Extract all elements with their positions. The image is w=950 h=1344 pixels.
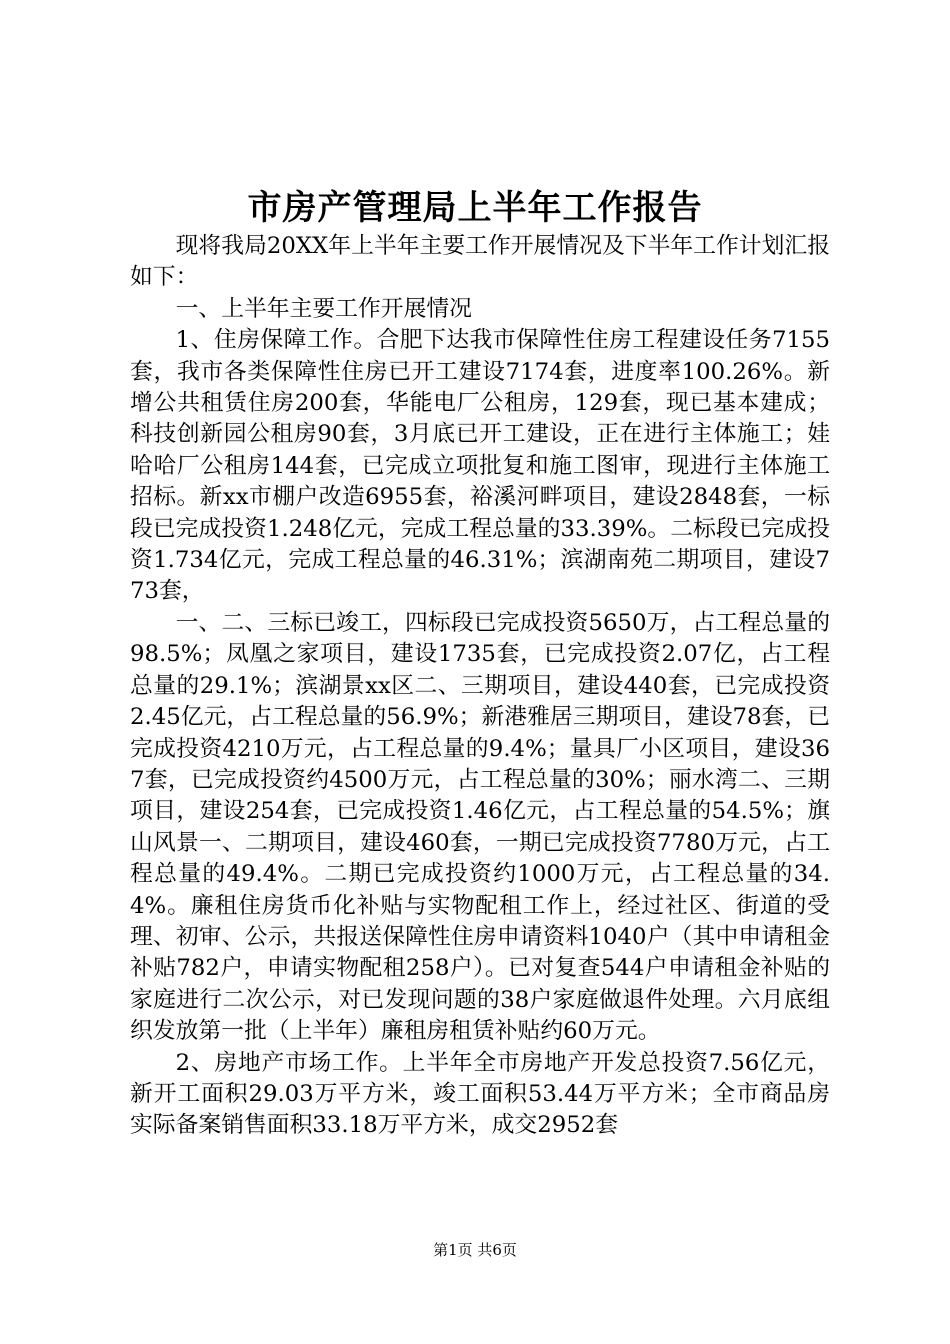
real-estate-market-paragraph: 2、房地产市场工作。上半年全市房地产开发总投资7.56亿元，新开工面积29.03万平方米，竣工面积53.44万平方米；全市商品房实际备案销售面积33.18万平方米，成交2952套 (130, 1049, 830, 1139)
housing-projects-paragraph: 一、二、三标已竣工，四标段已完成投资5650万，占工程总量的98.5%；凤凰之家项目，建设1735套，已完成投资2.07亿，占工程总量的29.1%；滨湖景xx区二、三期项目，建设440套，已完成投资2.45亿元，占工程总量的56.9%；新港雅居三期项目，建设78套，已完成投资4210万元，占工程总量的9.4%；量具厂小区项目，建设367套，已完成投资约4500万元，占工程总量的30%；丽水湾二、三期项目，建设254套，已完成投资1.46亿元，占工程总量的54.5%；旗山风景一、二期项目，建设460套，一期已完成投资7780万元，占工程总量的49.4%。二期已完成投资约1000万元，占工程总量的34.4%。廉租住房货币化补贴与实物配租工作上，经过社区、街道的受理、初审、公示，共报送保障性住房申请资料1040户（其中申请租金补贴782户，申请实物配租258户）。已对复查544户申请租金补贴的家庭进行二次公示，对已发现问题的38户家庭做退件处理。六月底组织发放第一批（上半年）廉租房租赁补贴约60万元。 (130, 609, 830, 1045)
housing-security-paragraph: 1、住房保障工作。合肥下达我市保障性住房工程建设任务7155套，我市各类保障性住房已开工建设7174套，进度率100.26%。新增公共租赁住房200套，华能电厂公租房，129套，现已基本建成；科技创新园公租房90套，3月底已开工建设，正在进行主体施工；娃哈哈厂公租房144套，已完成立项批复和施工图审，现进行主体施工招标。新xx市棚户改造6955套，裕溪河畔项目，建设2848套，一标段已完成投资1.248亿元，完成工程总量的33.39%。二标段已完成投资1.734亿元，完成工程总量的46.31%；滨湖南苑二期项目，建设773套， (130, 327, 830, 605)
document-title: 市房产管理局上半年工作报告 (247, 188, 703, 228)
page-number: 第1页 共6页 (433, 1241, 517, 1259)
intro-paragraph: 现将我局20XX年上半年主要工作开展情况及下半年工作计划汇报如下： (130, 233, 830, 291)
document-body (130, 231, 830, 1142)
section-heading: 一、上半年主要工作开展情况 (175, 295, 472, 322)
